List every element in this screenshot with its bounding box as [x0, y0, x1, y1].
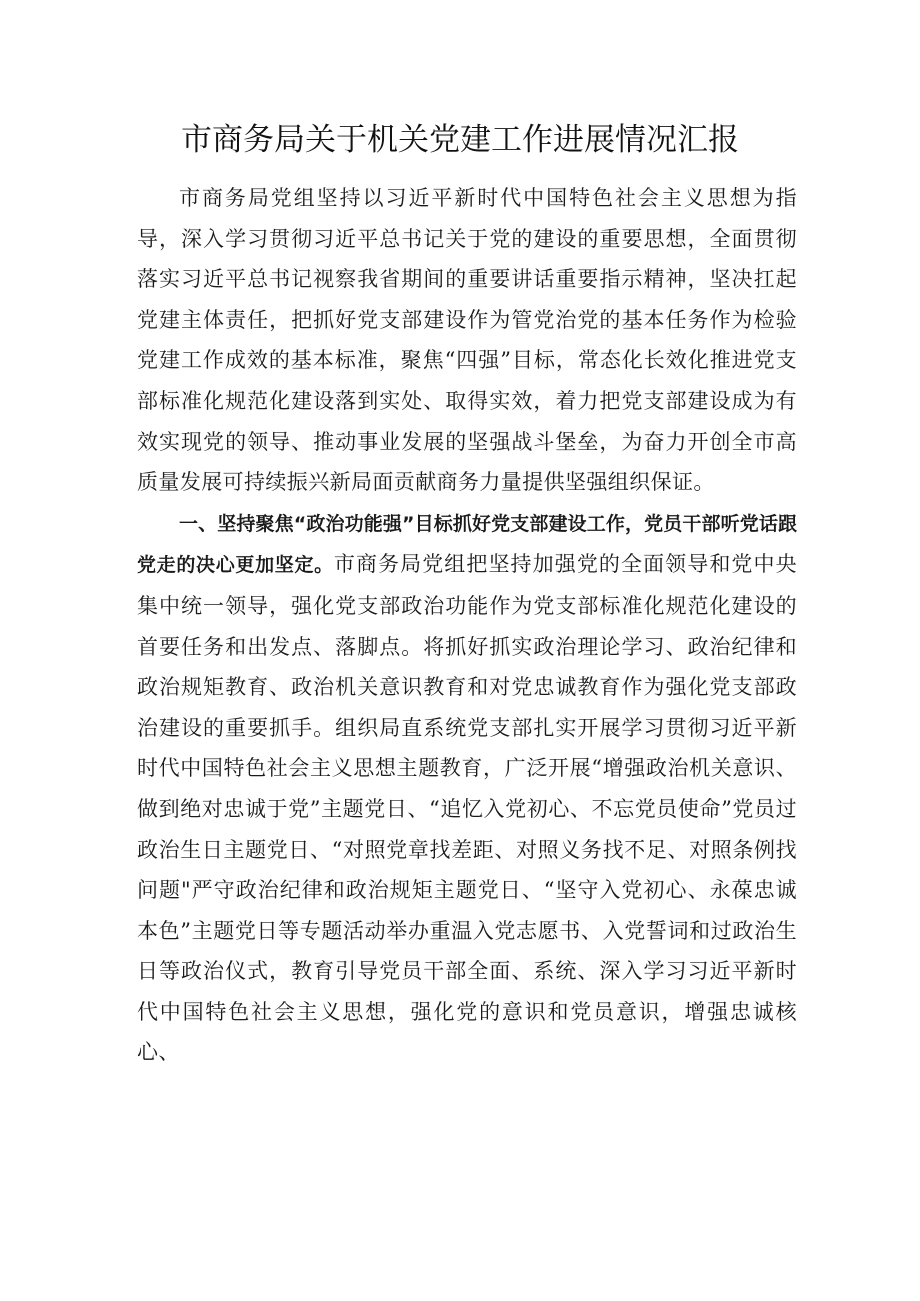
document-title: 市商务局关于机关党建工作进展情况汇报: [181, 122, 739, 158]
section-1-body: 市商务局党组把坚持加强党的全面领导和党中央集中统一领导，强化党支部政治功能作为党支部标准化规范化建设的首要任务和出发点、落脚点。将抓好抓实政治理论学习、政治纪律和政治规矩教育、政治机关意识教育和对党忠诚教育作为强化党支部政治建设的重要抓手。组织局直系统党支部扎实开展学习贯彻习近平新时代中国特色社会主义思想主题教育，广泛开展“增强政治机关意识、做到绝对忠诚于党”主题党日、“追忆入党初心、不忘党员使命”党员过政治生日主题党日、“对照党章找差距、对照义务找不足、对照条例找问题"严守政治纪律和政治规矩主题党日、“坚守入党初心、永葆忠诚本色”主题党日等专题活动举办重温入党志愿书、入党誓词和过政治生日等政治仪式，教育引导党员干部全面、系统、深入学习习近平新时代中国特色社会主义思想，强化党的意识和党员意识，增强忠诚核心、: [137, 552, 797, 1065]
intro-paragraph: 市商务局党组坚持以习近平新时代中国特色社会主义思想为指导，深入学习贯彻习近平总书记关于党的建设的重要思想，全面贯彻落实习近平总书记视察我省期间的重要讲话重要指示精神，坚决扛起党建主体责任，把抓好党支部建设作为管党治党的基本任务作为检验党建工作成效的基本标准，聚焦“四强”目标，常态化长效化推进党支部标准化规范化建设落到实处、取得实效，着力把党支部建设成为有效实现党的领导、推动事业发展的坚强战斗堡垒，为奋力开创全市高质量发展可持续振兴新局面贡献商务力量提供坚强组织保证。: [137, 186, 797, 495]
document-body: [137, 178, 797, 1073]
section-1-paragraph: [137, 503, 797, 1073]
section-1-heading: 一、坚持聚焦“政治功能强”目标抓好党支部建设工作，党员干部听党话跟党走的决心更加坚定。: [137, 512, 797, 577]
